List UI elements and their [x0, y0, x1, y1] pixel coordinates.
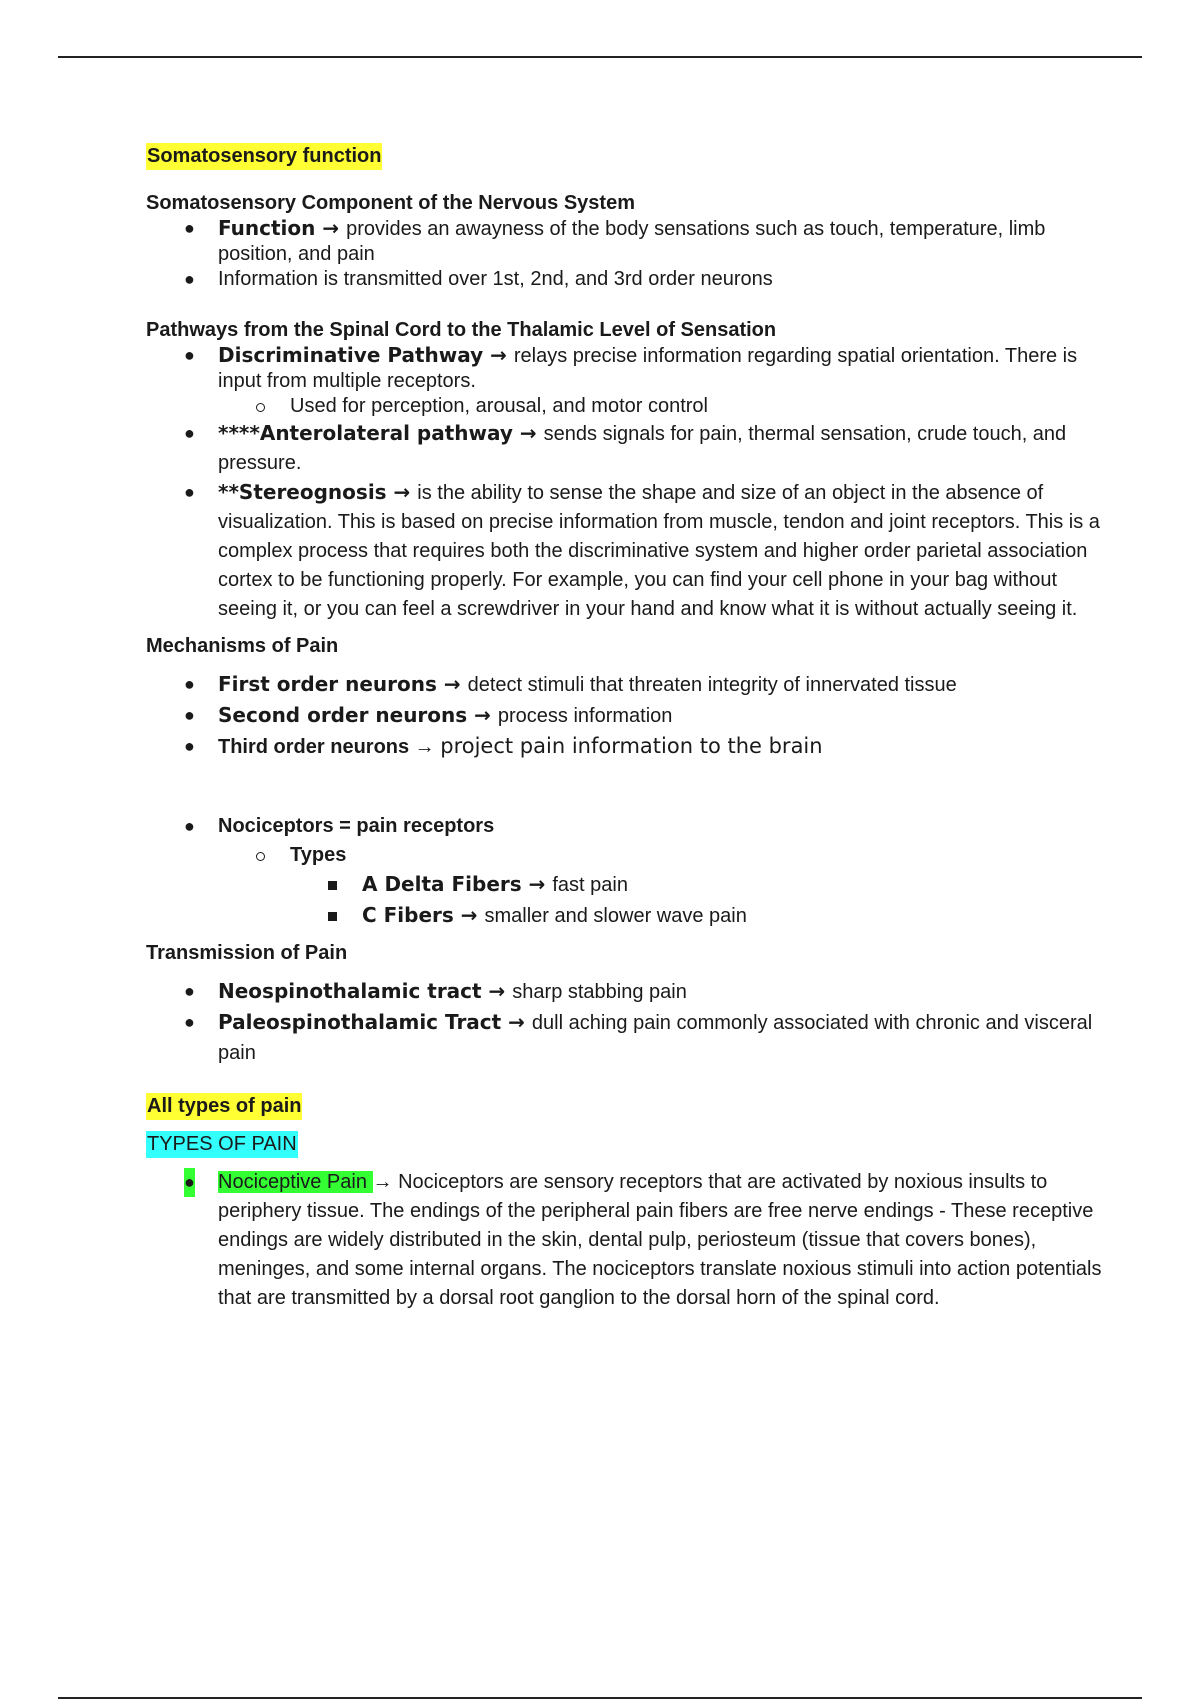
bullet-icon: ●: [184, 345, 195, 365]
bullet-icon: ●: [184, 674, 195, 694]
square-bullet-icon: [328, 900, 337, 930]
transmission-list: [146, 976, 1106, 1068]
square-bullet-icon: [328, 869, 337, 899]
list-item: ● ****Anterolateral pathway → sends signals for pain, thermal sensation, crude touch, and pressure.: [184, 421, 1067, 474]
bullet-icon: ●: [184, 1168, 195, 1197]
bullet-icon: ●: [184, 482, 195, 502]
pathways-list: [146, 343, 1106, 624]
bottom-rule: [58, 1697, 1142, 1699]
list-item: C Fibers → smaller and slower wave pain: [146, 900, 1106, 931]
section-subtitle-types: TYPES OF PAIN: [146, 1131, 1106, 1158]
list-item: A Delta Fibers → fast pain: [146, 869, 1106, 900]
list-item: ● First order neurons → detect stimuli that threaten integrity of innervated tissue: [146, 669, 1106, 700]
bullet-icon: ●: [184, 423, 195, 443]
pain-types-list: [146, 1168, 1106, 1313]
list-item: ● Nociceptors = pain receptors: [146, 811, 1106, 841]
list-item: ● Third order neurons → project pain information to the brain: [146, 731, 1106, 762]
list-item: ● Neospinothalamic tract → sharp stabbing pain: [146, 976, 1106, 1007]
list-item: ● Discriminative Pathway → relays precise information regarding spatial orientation. There is input from multiple receptors.: [184, 343, 1078, 392]
list-item: ● Paleospinothalamic Tract → dull aching pain commonly associated with chronic and visceral pain: [146, 1007, 1106, 1068]
component-heading: Somatosensory Component of the Nervous System: [146, 192, 635, 214]
circle-bullet-icon: [256, 394, 265, 419]
bullet-icon: ●: [184, 816, 195, 836]
bullet-icon: ●: [184, 705, 195, 725]
list-item: ● Information is transmitted over 1st, 2nd, and 3rd order neurons: [184, 268, 773, 290]
component-list: [146, 216, 1106, 292]
list-item: ● Function → provides an awayness of the body sensations such as touch, temperature, limb position, and pain: [184, 216, 1046, 265]
document-body: [146, 143, 1106, 1313]
list-item: Used for perception, arousal, and motor control: [146, 394, 1106, 419]
list-item: ● **Stereognosis → is the ability to sense the shape and size of an object in the absence of visualization. This is based on precise information from muscle, tendon and joint receptors. This is a complex process that requires both the discriminative system and higher order parietal association cortex to be functioning properly. For example, you can find your cell phone in your bag without seeing it, or you can feel a screwdriver in your hand and know what it is without actually seeing it.: [184, 480, 1100, 620]
pathways-heading: Pathways from the Spinal Cord to the Thalamic Level of Sensation: [146, 319, 777, 341]
circle-bullet-icon: [256, 841, 265, 869]
bullet-icon: ●: [184, 981, 195, 1001]
list-item: ● Nociceptive Pain → Nociceptors are sensory receptors that are activated by noxious insults to periphery tissue. The endings of the peripheral pain fibers are free nerve endings - These receptive endings are widely distributed in the skin, dental pulp, periosteum (tissue that covers bones), meninges, and some internal organs. The nociceptors translate noxious stimuli into action potentials that are transmitted by a dorsal root ganglion to the dorsal horn of the spinal cord.: [146, 1168, 1106, 1313]
section-title-all-types: All types of pain: [146, 1093, 1106, 1120]
bullet-icon: ●: [184, 269, 195, 289]
bullet-icon: ●: [184, 218, 195, 238]
list-item: ● Second order neurons → process information: [146, 700, 1106, 731]
bullet-icon: ●: [184, 736, 195, 756]
list-item: Types: [146, 841, 1106, 869]
transmission-heading: Transmission of Pain: [146, 942, 348, 964]
top-rule: [58, 56, 1142, 58]
bullet-icon: ●: [184, 1012, 195, 1032]
nociceptor-list: [146, 811, 1106, 931]
section-title: Somatosensory function: [146, 143, 1106, 170]
mechanisms-list: [146, 669, 1106, 762]
mechanisms-heading: Mechanisms of Pain: [146, 635, 339, 657]
